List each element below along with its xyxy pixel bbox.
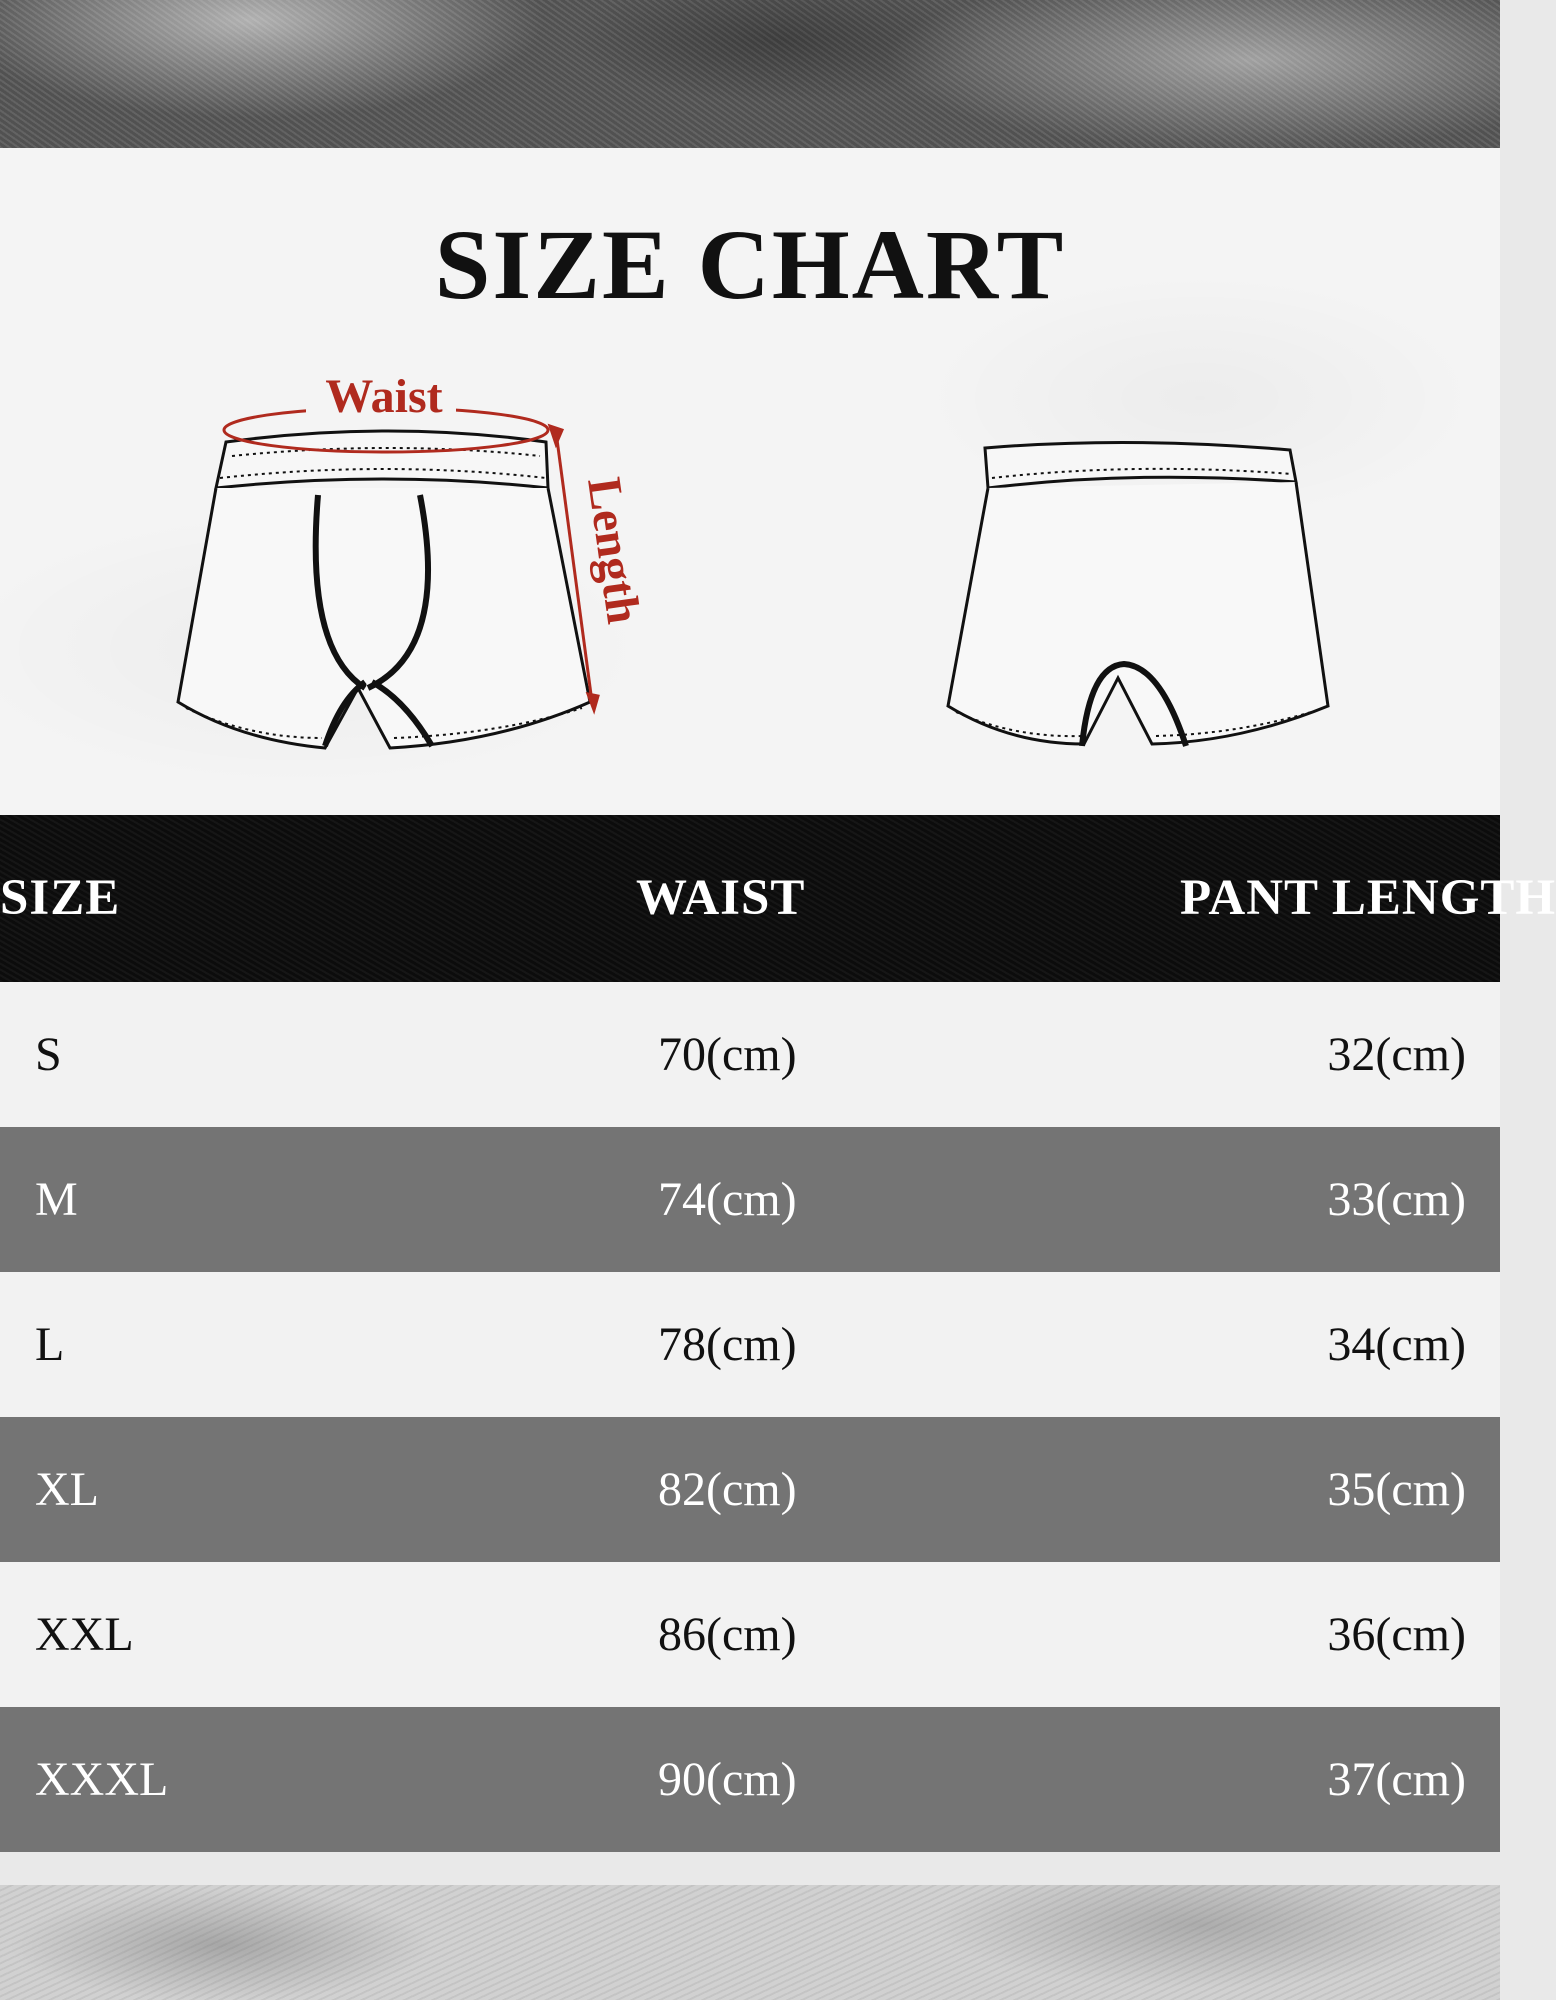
header-size: SIZE <box>0 870 121 926</box>
shorts-diagram <box>0 360 1500 770</box>
header-pant-length: PANT LENGTH <box>1180 870 1556 926</box>
table-row <box>0 982 1500 1127</box>
table-header <box>0 815 1556 982</box>
cell-size: XXXL <box>35 1753 169 1806</box>
cell-waist: 70(cm) <box>658 1028 797 1081</box>
page-title: SIZE CHART <box>434 209 1066 320</box>
cell-size: L <box>35 1318 65 1371</box>
cell-size: XL <box>35 1463 99 1516</box>
cell-pant-length: 33(cm) <box>1327 1173 1466 1226</box>
cell-waist: 82(cm) <box>658 1463 797 1516</box>
table-row <box>0 1417 1500 1562</box>
cell-pant-length: 34(cm) <box>1327 1318 1466 1371</box>
cell-waist: 74(cm) <box>658 1173 797 1226</box>
waist-label: Waist <box>325 370 443 423</box>
cell-size: XXL <box>35 1608 134 1661</box>
table-row <box>0 1707 1500 1852</box>
shorts-front-icon <box>178 431 590 748</box>
header-waist: WAIST <box>636 870 806 926</box>
cell-size: M <box>35 1173 78 1226</box>
cell-waist: 78(cm) <box>658 1318 797 1371</box>
cell-pant-length: 32(cm) <box>1327 1028 1466 1081</box>
bottom-texture-band <box>0 1885 1500 2000</box>
cell-waist: 86(cm) <box>658 1608 797 1661</box>
table-row <box>0 1562 1500 1707</box>
table-row <box>0 1272 1500 1417</box>
cell-pant-length: 35(cm) <box>1327 1463 1466 1516</box>
top-texture-band <box>0 0 1500 148</box>
cell-pant-length: 37(cm) <box>1327 1753 1466 1806</box>
shorts-back-icon <box>948 442 1328 746</box>
cell-pant-length: 36(cm) <box>1327 1608 1466 1661</box>
length-label: Length <box>577 474 651 627</box>
cell-size: S <box>35 1028 62 1081</box>
cell-waist: 90(cm) <box>658 1753 797 1806</box>
table-row <box>0 1127 1500 1272</box>
